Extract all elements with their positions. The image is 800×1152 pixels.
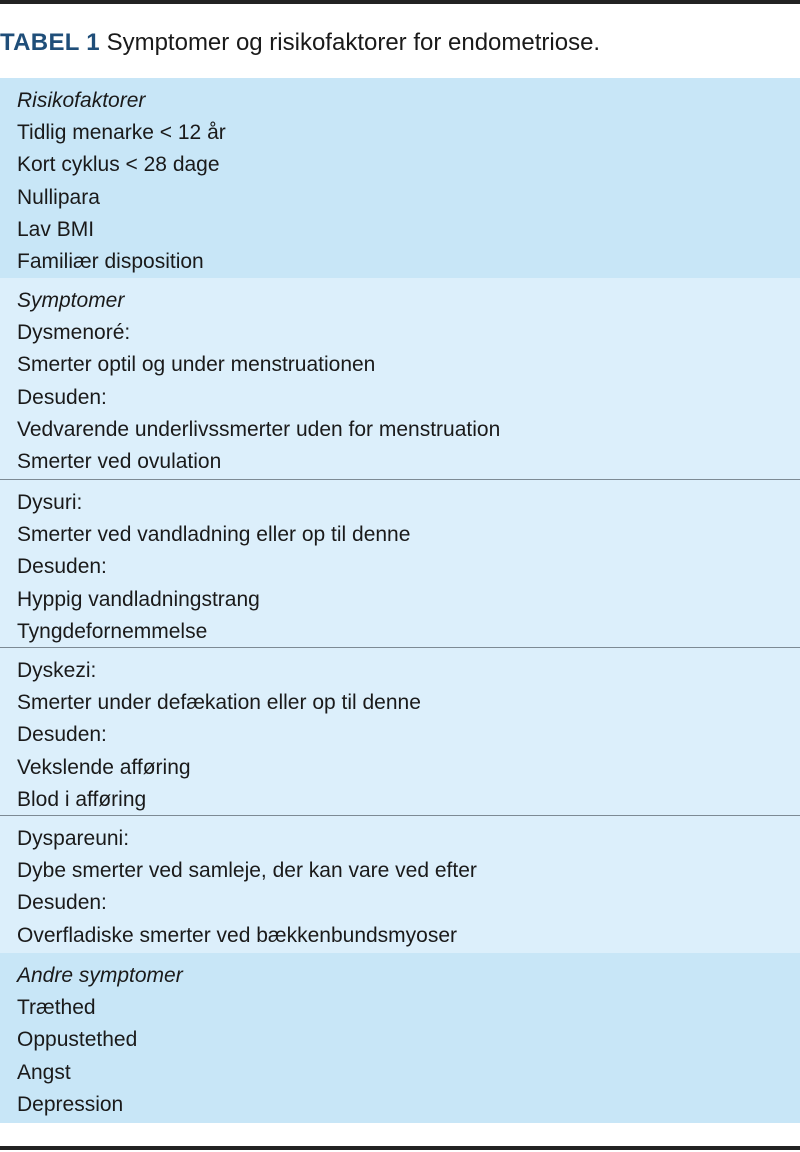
list-item: Dybe smerter ved samleje, der kan vare ved efter (17, 859, 477, 883)
list-item: Desuden: (17, 723, 107, 747)
list-item: Træthed (17, 996, 96, 1020)
list-item: Desuden: (17, 555, 107, 579)
section-heading: Risikofaktorer (17, 89, 146, 112)
section-dyspareunia (0, 816, 800, 953)
section-heading: Symptomer (17, 289, 125, 312)
list-item: Smerter ved ovulation (17, 450, 222, 474)
list-item: Vekslende afføring (17, 755, 191, 779)
symptom-table (0, 78, 800, 1123)
bottom-rule (0, 1146, 800, 1150)
list-item: Lav BMI (17, 217, 95, 241)
section-heading: Andre symptomer (17, 964, 183, 987)
list-item: Angst (17, 1060, 71, 1084)
list-item: Hyppig vandladningstrang (17, 587, 260, 611)
list-item: Nullipara (17, 185, 100, 209)
list-item: Desuden: (17, 891, 107, 915)
list-item: Depression (17, 1092, 124, 1116)
list-item: Blod i afføring (17, 787, 147, 811)
list-item: Vedvarende underlivssmerter uden for menstruation (17, 417, 501, 441)
list-item: Oppustethed (17, 1028, 138, 1052)
section-symptoms (0, 278, 800, 480)
list-item: Dysuri: (17, 491, 83, 514)
list-item: Kort cyklus < 28 dage (17, 153, 220, 177)
list-item: Smerter ved vandladning eller op til denne (17, 523, 411, 547)
list-item: Dysmenoré: (17, 321, 131, 345)
top-rule (0, 0, 800, 4)
section-dyschezia (0, 648, 800, 816)
list-item: Dyskezi: (17, 659, 97, 682)
list-item: Desuden: (17, 385, 107, 409)
section-risk-factors (0, 78, 800, 278)
list-item: Tidlig menarke < 12 år (17, 121, 226, 145)
list-item: Familiær disposition (17, 250, 204, 274)
table-title: Symptomer og risikofaktorer for endometriose. (106, 29, 601, 56)
section-other-symptoms (0, 953, 800, 1123)
list-item: Smerter optil og under menstruationen (17, 353, 376, 377)
list-item: Dyspareuni: (17, 827, 130, 850)
list-item: Smerter under defækation eller op til denne (17, 691, 421, 715)
list-item: Tyngdefornemmelse (17, 619, 208, 643)
table-caption (0, 27, 800, 59)
section-dysuria (0, 480, 800, 648)
table-number: TABEL 1 (0, 29, 100, 56)
list-item: Overfladiske smerter ved bækkenbundsmyoser (17, 923, 458, 947)
